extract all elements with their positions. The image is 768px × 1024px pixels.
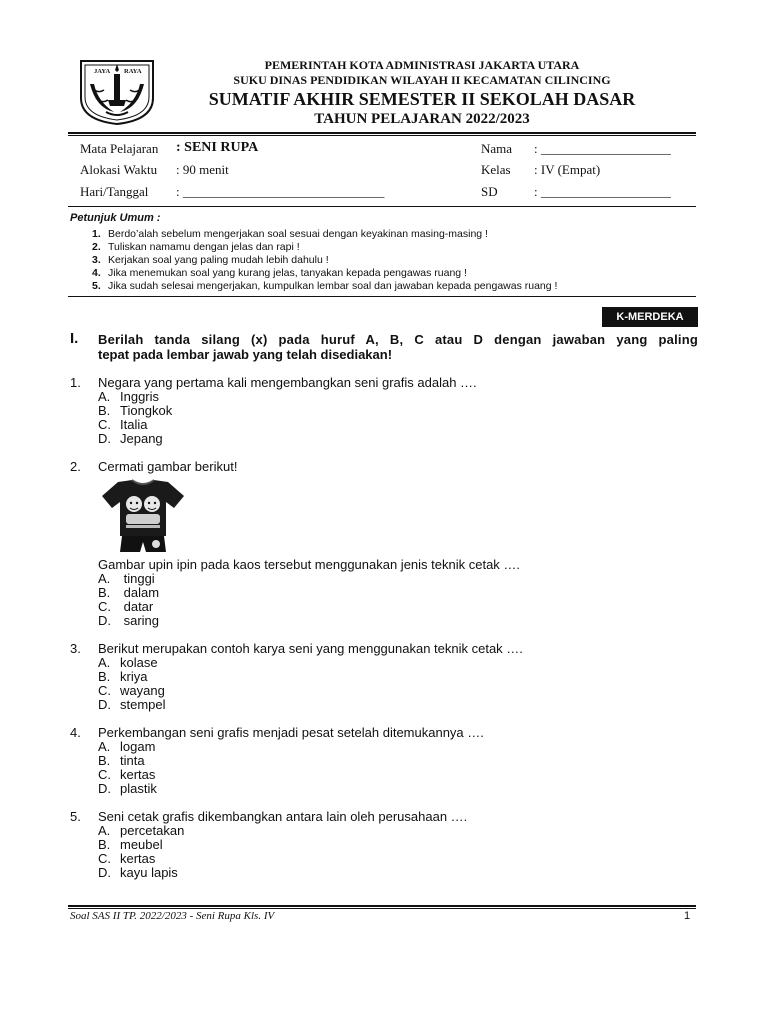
option-a[interactable]: A. logam (98, 739, 156, 754)
question-text: 4. Perkembangan seni grafis menjadi pesat setelah ditemukannya …. (70, 725, 484, 740)
option-a[interactable]: A. percetakan (98, 823, 185, 838)
option-d[interactable]: D. saring (98, 613, 160, 628)
section-instruction-line1: Berilah tanda silang (x) pada huruf A, B, C atau D dengan jawaban yang paling (98, 332, 698, 347)
tshirt-image (100, 478, 186, 554)
school-field[interactable]: : ____________________ (534, 184, 671, 199)
subject-value: : SENI RUPA (176, 140, 259, 155)
option-c[interactable]: C. Italia (98, 417, 148, 432)
header-divider-thick (68, 132, 696, 134)
svg-text:RAYA: RAYA (124, 68, 142, 75)
footer-divider-thin (68, 908, 696, 909)
class-value: : IV (Empat) (534, 162, 601, 177)
name-label: Nama (481, 141, 513, 156)
school-label: SD (481, 184, 498, 199)
option-d[interactable]: D. kayu lapis (98, 865, 178, 880)
duration-value: : 90 menit (176, 162, 229, 177)
footer-text: Soal SAS II TP. 2022/2023 - Seni Rupa Kls. IV (70, 910, 275, 922)
instructions-divider (68, 296, 696, 297)
option-b[interactable]: B. Tiongkok (98, 403, 173, 418)
svg-text:JAYA: JAYA (94, 68, 111, 75)
question-text: 3. Berikut merupakan contoh karya seni yang menggunakan teknik cetak …. (70, 641, 523, 656)
option-b[interactable]: B. meubel (98, 837, 163, 852)
option-b[interactable]: B. dalam (98, 585, 160, 600)
option-d[interactable]: D. Jepang (98, 431, 163, 446)
exam-title: SUMATIF AKHIR SEMESTER II SEKOLAH DASAR (208, 89, 636, 109)
question-text: 2. Cermati gambar berikut! (70, 459, 238, 474)
section-instruction-line2: tepat pada lembar jawab yang telah disediakan! (98, 347, 393, 362)
class-label: Kelas (481, 162, 511, 177)
option-c[interactable]: C. kertas (98, 767, 156, 782)
header-line-2: SUKU DINAS PENDIDIKAN WILAYAH II KECAMATAN CILINCING (233, 73, 611, 87)
option-a[interactable]: A. Inggris (98, 389, 160, 404)
instruction-item: 3. Kerjakan soal yang paling mudah lebih dahulu ! (92, 254, 329, 266)
exam-year: TAHUN PELAJARAN 2022/2023 (314, 111, 530, 127)
curriculum-badge: K-MERDEKA (602, 307, 698, 327)
date-label: Hari/Tanggal (80, 184, 149, 199)
option-b[interactable]: B. tinta (98, 753, 145, 768)
instruction-item: 2. Tuliskan namamu dengan jelas dan rapi ! (92, 241, 300, 253)
option-c[interactable]: C. wayang (98, 683, 165, 698)
option-d[interactable]: D. stempel (98, 697, 166, 712)
option-a[interactable]: A. tinggi (98, 571, 155, 586)
option-c[interactable]: C. datar (98, 599, 154, 614)
instruction-item: 4. Jika menemukan soal yang kurang jelas, tanyakan kepada pengawas ruang ! (92, 267, 467, 279)
page-number: 1 (684, 910, 691, 922)
instructions-title: Petunjuk Umum : (70, 212, 161, 224)
header-divider-thin (68, 135, 696, 136)
instruction-item: 1. Berdo’alah sebelum mengerjakan soal sesuai dengan keyakinan masing-masing ! (92, 228, 488, 240)
option-b[interactable]: B. kriya (98, 669, 148, 684)
question-text: 5. Seni cetak grafis dikembangkan antara lain oleh perusahaan …. (70, 809, 468, 824)
option-c[interactable]: C. kertas (98, 851, 156, 866)
header-line-1: PEMERINTAH KOTA ADMINISTRASI JAKARTA UTARA (264, 58, 580, 72)
question-subtext: Gambar upin ipin pada kaos tersebut menggunakan jenis teknik cetak …. (98, 557, 521, 572)
info-divider (68, 206, 696, 207)
duration-label: Alokasi Waktu (80, 162, 158, 177)
subject-label: Mata Pelajaran (80, 141, 159, 156)
question-text: 1. Negara yang pertama kali mengembangkan seni grafis adalah …. (70, 375, 477, 390)
section-numeral: I. (70, 330, 79, 347)
date-field[interactable]: : _______________________________ (176, 184, 385, 199)
name-field[interactable]: : ____________________ (534, 141, 671, 156)
option-d[interactable]: D. plastik (98, 781, 157, 796)
instruction-item: 5. Jika sudah selesai mengerjakan, kumpulkan lembar soal dan jawaban kepada pengawas ruang ! (92, 280, 558, 292)
option-a[interactable]: A. kolase (98, 655, 158, 670)
footer-divider-thick (68, 905, 696, 907)
